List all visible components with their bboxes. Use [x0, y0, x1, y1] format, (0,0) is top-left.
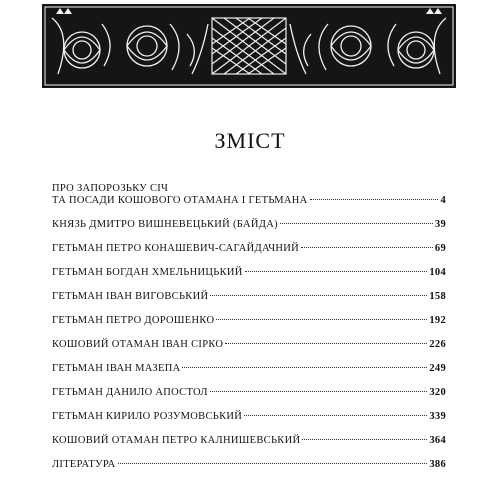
toc-entry[interactable]	[52, 339, 446, 351]
toc-entry-page: 69	[434, 243, 446, 254]
dot-leader	[216, 319, 427, 320]
toc-entry-page: 226	[429, 339, 446, 350]
toc-entry-page: 364	[429, 435, 446, 446]
dot-leader	[244, 415, 427, 416]
toc-entry[interactable]	[52, 411, 446, 423]
toc-entry[interactable]	[52, 183, 446, 207]
toc-entry-page: 339	[429, 411, 446, 422]
page-title: ЗМІСТ	[214, 128, 286, 153]
toc-entry[interactable]	[52, 219, 446, 231]
toc-entry-page: 39	[434, 219, 446, 230]
toc-entry[interactable]	[52, 243, 446, 255]
toc-entry-label: КОШОВИЙ ОТАМАН ПЕТРО КАЛНИШЕВСЬКИЙ	[52, 435, 301, 446]
toc-entry-label: ТА ПОСАДИ КОШОВОГО ОТАМАНА І ГЕТЬМАНА	[52, 195, 308, 206]
toc-entry[interactable]	[52, 387, 446, 399]
dot-leader	[210, 391, 428, 392]
toc-entry[interactable]	[52, 291, 446, 303]
toc-entry-label: ГЕТЬМАН ІВАН ВИГОВСЬКИЙ	[52, 291, 209, 302]
toc-entry-label: КНЯЗЬ ДМИТРО ВИШНЕВЕЦЬКИЙ (БАЙДА)	[52, 219, 278, 230]
dot-leader	[301, 247, 433, 248]
toc-entry-label: ГЕТЬМАН ПЕТРО ДОРОШЕНКО	[52, 315, 215, 326]
toc-entry-label: КОШОВИЙ ОТАМАН ІВАН СІРКО	[52, 339, 224, 350]
toc-entry-page: 386	[429, 459, 446, 470]
dot-leader	[225, 343, 427, 344]
dot-leader	[118, 463, 428, 464]
dot-leader	[302, 439, 427, 440]
toc-entry[interactable]	[52, 435, 446, 447]
toc-entry-label: ГЕТЬМАН БОГДАН ХМЕЛЬНИЦЬКИЙ	[52, 267, 243, 278]
toc-entry[interactable]	[52, 459, 446, 471]
toc-entry[interactable]	[52, 267, 446, 279]
toc-entry-label: ГЕТЬМАН ДАНИЛО АПОСТОЛ	[52, 387, 208, 398]
toc-entry-page: 4	[440, 195, 446, 206]
toc-entry[interactable]	[52, 315, 446, 327]
table-of-contents	[52, 183, 446, 483]
toc-entry-label: ГЕТЬМАН ПЕТРО КОНАШЕВИЧ-САГАЙДАЧНИЙ	[52, 243, 300, 254]
dot-leader	[182, 367, 427, 368]
ornamental-header-band	[42, 4, 456, 88]
toc-entry-page: 158	[429, 291, 446, 302]
toc-entry-page: 192	[429, 315, 446, 326]
dot-leader	[210, 295, 427, 296]
toc-entry-label: ЛІТЕРАТУРА	[52, 459, 116, 470]
dot-leader	[280, 223, 433, 224]
toc-entry-label-line1: ПРО ЗАПОРОЗЬКУ СІЧ	[52, 183, 169, 194]
toc-entry-page: 320	[429, 387, 446, 398]
dot-leader	[245, 271, 428, 272]
toc-entry[interactable]	[52, 363, 446, 375]
toc-entry-label: ГЕТЬМАН ІВАН МАЗЕПА	[52, 363, 181, 374]
toc-entry-page: 249	[429, 363, 446, 374]
toc-entry-page: 104	[429, 267, 446, 278]
dot-leader	[310, 199, 439, 200]
toc-entry-label: ГЕТЬМАН КИРИЛО РОЗУМОВСЬКИЙ	[52, 411, 243, 422]
